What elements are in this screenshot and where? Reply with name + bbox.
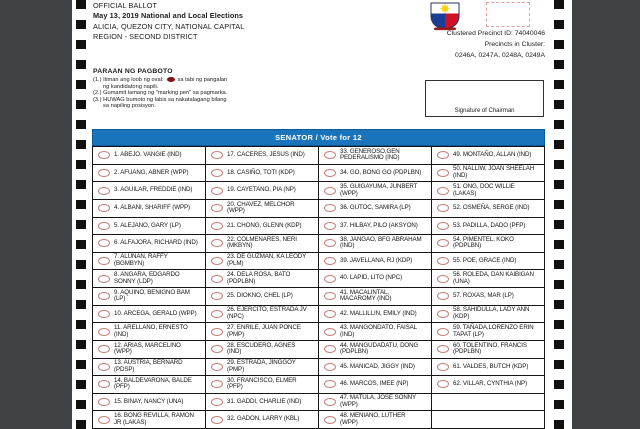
candidate-cell [206, 235, 319, 253]
vote-oval[interactable] [437, 204, 449, 212]
candidate-cell [319, 165, 432, 183]
candidate-cell [432, 218, 545, 236]
empty-cell [432, 394, 545, 412]
timing-mark [76, 120, 86, 129]
candidate-cell [319, 323, 432, 341]
vote-oval[interactable] [98, 416, 110, 424]
candidate-cell [432, 235, 545, 253]
timing-mark [554, 160, 564, 169]
timing-mark [76, 400, 86, 409]
vote-oval[interactable] [437, 239, 449, 247]
vote-oval[interactable] [324, 328, 336, 336]
timing-mark [76, 40, 86, 49]
candidate-label: 20. CHAVEZ, MELCHOR (WPP) [227, 200, 295, 215]
timing-mark [554, 20, 564, 29]
instruction-2: (2.) Gumamit lamang ng "marking pen" sa pagmarka. [93, 90, 228, 97]
filled-oval-example-icon [167, 77, 175, 82]
vote-oval[interactable] [437, 310, 449, 318]
timing-mark [76, 140, 86, 149]
candidate-cell [432, 376, 545, 394]
vote-oval[interactable] [324, 169, 336, 177]
location-line-1: ALICIA, QUEZON CITY, NATIONAL CAPITAL [93, 21, 245, 31]
candidate-cell [319, 147, 432, 165]
vote-oval[interactable] [98, 380, 110, 388]
timing-mark [554, 260, 564, 269]
candidate-cell [432, 147, 545, 165]
candidate-label: 29. ESTRADA, JINGGOY (PMP) [227, 359, 296, 373]
precinct-info [325, 29, 545, 61]
vote-oval[interactable] [211, 187, 223, 195]
location-line-2: REGION - SECOND DISTRICT [93, 32, 198, 42]
timing-mark [554, 400, 564, 409]
candidate-cell [93, 288, 206, 306]
signature-label: Signature of Chairman [454, 108, 515, 114]
vote-oval[interactable] [211, 328, 223, 336]
candidate-label: 31. GADDI, CHARLIE (IND) [227, 397, 302, 405]
candidate-cell [206, 200, 319, 218]
vote-oval[interactable] [324, 310, 336, 318]
candidate-cell [432, 359, 545, 377]
vote-oval[interactable] [437, 380, 449, 388]
candidate-label: 41. MACALINTAL, MACAROMY (IND) [340, 288, 392, 303]
candidate-cell [319, 411, 432, 429]
candidate-label: 56. ROLEDA, DAN KAIBIGAN (UNA) [453, 271, 534, 285]
candidate-label: 17. CACERES, JESUS (IND) [227, 151, 305, 159]
vote-oval[interactable] [324, 345, 336, 353]
candidate-label: 45. MANICAD, JIGGY (IND) [340, 362, 415, 370]
vote-oval[interactable] [211, 222, 223, 230]
instruction-3: (3.) HUWAG bumoto ng labis sa nakatalagang bilang [93, 96, 227, 103]
candidate-cell [93, 235, 206, 253]
candidate-label: 21. CHONG, GLENN (KDP) [227, 221, 302, 229]
candidate-label: 39. JAVELLANA, RJ (KDP) [340, 256, 413, 264]
candidate-label: 43. MANGONDATO, FAISAL (IND) [340, 323, 417, 338]
candidate-cell [432, 288, 545, 306]
candidate-label: 25. DIOKNO, CHEL (LP) [227, 292, 293, 300]
candidate-label: 10. ARCEGA, GERALD (WPP) [114, 309, 197, 317]
vote-oval[interactable] [324, 416, 336, 424]
timing-mark [76, 240, 86, 249]
vote-oval[interactable] [211, 363, 223, 371]
vote-oval[interactable] [98, 363, 110, 371]
vote-oval[interactable] [324, 151, 336, 159]
candidate-label: 7. ALUNAN, RAFFY (BGMBYN) [114, 253, 168, 268]
candidate-label: 57. ROXAS, MAR (LP) [453, 292, 514, 300]
candidate-label: 15. BINAY, NANCY (UNA) [114, 397, 184, 405]
vote-oval[interactable] [324, 380, 336, 388]
vote-oval[interactable] [98, 292, 110, 300]
candidate-cell [206, 218, 319, 236]
vote-oval[interactable] [211, 416, 223, 424]
signature-of-chairman-box [425, 80, 544, 117]
timing-mark [554, 60, 564, 69]
timing-mark [76, 180, 86, 189]
candidate-label: 59. TAÑADA,LORENZO ERIN TAPAT (LP) [453, 323, 534, 338]
vote-oval[interactable] [437, 257, 449, 265]
candidate-label: 32. GADON, LARRY (KBL) [227, 415, 300, 423]
candidate-cell [319, 200, 432, 218]
candidate-label: 12. ARIAS, MARCELINO (WPP) [114, 341, 181, 356]
candidate-cell [432, 165, 545, 183]
vote-oval[interactable] [437, 151, 449, 159]
candidate-cell [93, 147, 206, 165]
timing-mark [554, 100, 564, 109]
candidate-label: 48. MENIANO, LUTHER (WPP) [340, 412, 406, 426]
candidate-label: 36. GUTOC, SAMIRA (LP) [340, 203, 411, 211]
timing-mark [554, 360, 564, 369]
candidate-label: 35. GUIGAYUMA, JUNBERT (WPP) [340, 182, 418, 197]
candidate-cell [319, 394, 432, 412]
candidate-cell [93, 394, 206, 412]
candidate-label: 33. GENEROSO,GEN PEDERALISMO (IND) [340, 147, 400, 162]
precincts-in-cluster-label: Precincts in Cluster: [484, 40, 545, 48]
timing-mark [554, 320, 564, 329]
candidate-cell [206, 288, 319, 306]
vote-oval[interactable] [98, 222, 110, 230]
timing-mark [554, 200, 564, 209]
candidate-cell [319, 182, 432, 200]
candidate-grid [92, 146, 545, 429]
candidate-label: 46. MARCOS, IMEE (NP) [340, 380, 409, 388]
timing-mark [554, 180, 564, 189]
timing-mark [554, 80, 564, 89]
vote-oval[interactable] [324, 187, 336, 195]
candidate-label: 6. ALFAJORA, RICHARD (IND) [114, 239, 198, 247]
timing-mark [76, 0, 86, 9]
timing-mark [554, 280, 564, 289]
candidate-label: 58. SAHIDULLA, LADY ANN (KDP) [453, 306, 530, 320]
vote-oval[interactable] [211, 257, 223, 265]
right-timing-column [554, 0, 564, 429]
candidate-label: 40. LAPID, LITO (NPC) [340, 274, 403, 282]
candidate-cell [206, 376, 319, 394]
candidate-label: 18. CASIÑO, TOTI (KDP) [227, 168, 295, 176]
timing-mark [76, 280, 86, 289]
candidate-label: 4. ALBANI, SHARIFF (WPP) [114, 203, 190, 211]
candidate-label: 27. ENRILE, JUAN PONCE (PMP) [227, 323, 301, 338]
candidate-cell [206, 323, 319, 341]
candidate-label: 44. MANGUDADATU, DONG (PDPLBN) [340, 341, 419, 356]
timing-mark [76, 380, 86, 389]
vote-oval[interactable] [324, 398, 336, 406]
timing-mark [76, 80, 86, 89]
vote-oval[interactable] [211, 398, 223, 406]
candidate-cell [432, 323, 545, 341]
vote-oval[interactable] [324, 257, 336, 265]
vote-oval[interactable] [324, 239, 336, 247]
vote-oval[interactable] [98, 169, 110, 177]
candidate-cell [319, 218, 432, 236]
candidate-label: 22. COLMENARES, NERI (MKBYN) [227, 235, 297, 250]
vote-oval[interactable] [211, 292, 223, 300]
candidate-label: 24. DELA ROSA, BATO (PDPLBN) [227, 271, 291, 285]
candidate-label: 19. CAYETANO, PIA (NP) [227, 186, 296, 194]
timing-mark [554, 420, 564, 429]
candidate-label: 54. PIMENTEL, KOKO (PDPLBN) [453, 235, 514, 250]
voting-instructions [93, 68, 303, 110]
candidate-cell [206, 341, 319, 359]
instruction-1-cont: ng kandidatong napili. [103, 83, 159, 90]
timing-mark [76, 200, 86, 209]
candidate-label: 51. ONG, DOC WILLIE (LAKAS) [453, 182, 515, 197]
vote-oval[interactable] [211, 275, 223, 283]
left-timing-column [76, 0, 86, 429]
candidate-label: 28. ESCUDERO, AGNES (IND) [227, 341, 296, 356]
vote-oval[interactable] [98, 345, 110, 353]
candidate-label: 9. AQUINO, BENIGNO BAM (LP) [114, 288, 190, 303]
vote-oval[interactable] [437, 363, 449, 371]
candidate-label: 49. MONTAÑO, ALLAN (IND) [453, 151, 532, 159]
candidate-label: 52. OSMEÑA, SERGE (IND) [453, 203, 530, 211]
candidate-label: 11. ARELLANO, ERNESTO (IND) [114, 323, 188, 338]
timing-mark [554, 240, 564, 249]
timing-mark [554, 40, 564, 49]
candidate-cell [206, 270, 319, 288]
vote-oval[interactable] [98, 398, 110, 406]
candidate-label: 2. AFUANG, ABNER (WPP) [114, 168, 189, 176]
candidate-cell [93, 376, 206, 394]
candidate-cell [93, 218, 206, 236]
vote-oval[interactable] [437, 345, 449, 353]
timing-mark [76, 220, 86, 229]
candidate-cell [319, 270, 432, 288]
vote-oval[interactable] [437, 292, 449, 300]
timing-mark [76, 320, 86, 329]
candidate-label: 62. VILLAR, CYNTHIA (NP) [453, 380, 527, 388]
clustered-precinct-id: Clustered Precinct ID: 74040046 [446, 30, 545, 37]
candidate-label: 13. AUSTRIA, BERNARD (PDSP) [114, 359, 183, 373]
vote-oval[interactable] [98, 239, 110, 247]
candidate-cell [93, 341, 206, 359]
vote-oval[interactable] [211, 151, 223, 159]
vote-oval[interactable] [211, 310, 223, 318]
candidate-label: 30. FRANCISCO, ELMER (PFP) [227, 376, 297, 391]
instruction-3-cont: sa napiling posisyon. [103, 103, 156, 110]
candidate-label: 42. MALLILLIN, EMILY (IND) [340, 309, 417, 317]
empty-cell [432, 411, 545, 429]
vote-oval[interactable] [98, 187, 110, 195]
timing-mark [76, 260, 86, 269]
candidate-cell [319, 306, 432, 324]
vote-oval[interactable] [324, 204, 336, 212]
vote-oval[interactable] [98, 257, 110, 265]
vote-oval[interactable] [211, 380, 223, 388]
candidate-label: 23. DE GUZMAN, KA LEODY (PLM) [227, 253, 307, 268]
candidate-cell [206, 359, 319, 377]
candidate-label: 53. PADILLA, DADO (PFP) [453, 221, 526, 229]
vote-oval[interactable] [98, 328, 110, 336]
candidate-label: 34. GO, BONG GO (PDPLBN) [340, 168, 422, 176]
candidate-label: 1. ABEJO, VANGIE (IND) [114, 151, 182, 159]
candidate-label: 50. NALLIW, JOAN SHEELAH (IND) [453, 165, 535, 179]
timing-mark [76, 420, 86, 429]
vote-oval[interactable] [211, 239, 223, 247]
timing-mark [554, 0, 564, 9]
candidate-cell [319, 288, 432, 306]
vote-oval[interactable] [324, 363, 336, 371]
candidate-cell [93, 182, 206, 200]
candidate-label: 8. ANGARA, EDGARDO SONNY (LDP) [114, 271, 180, 285]
timing-mark [554, 140, 564, 149]
timing-mark [554, 220, 564, 229]
instruction-1: (1.) Itiman ang loob ng oval: sa tabi ng pangalan [93, 77, 228, 83]
candidate-cell [319, 359, 432, 377]
vote-oval[interactable] [324, 222, 336, 230]
contest-header-bar [92, 129, 545, 146]
timing-mark [76, 160, 86, 169]
candidate-label: 3. AGUILAR, FREDDIE (IND) [114, 186, 193, 194]
timing-mark [76, 20, 86, 29]
candidate-label: 60. TOLENTINO, FRANCIS (PDPLBN) [453, 341, 527, 356]
ballot-paper [72, 0, 572, 429]
candidate-label: 61. VALDES, BUTCH (KDP) [453, 362, 529, 370]
vote-oval[interactable] [98, 204, 110, 212]
vote-oval[interactable] [98, 310, 110, 318]
ballot-title: OFFICIAL BALLOT [93, 1, 158, 10]
ballot-header [93, 1, 363, 43]
candidate-label: 14. BALDEVARONA, BALDE (PFP) [114, 376, 192, 391]
vote-oval[interactable] [98, 151, 110, 159]
candidate-cell [93, 165, 206, 183]
timing-mark [76, 340, 86, 349]
timing-mark [76, 300, 86, 309]
candidate-cell [93, 323, 206, 341]
candidate-cell [206, 182, 319, 200]
election-date: May 13, 2019 National and Local Elections [93, 11, 244, 21]
candidate-cell [93, 253, 206, 271]
vote-oval[interactable] [324, 275, 336, 283]
vote-oval[interactable] [437, 275, 449, 283]
timing-mark [554, 120, 564, 129]
instructions-heading: PARAAN NG PAGBOTO [93, 68, 173, 75]
candidate-cell [93, 359, 206, 377]
candidate-cell [206, 394, 319, 412]
vote-oval[interactable] [437, 169, 449, 177]
candidate-cell [319, 376, 432, 394]
candidate-label: 5. ALEJANO, GARY (LP) [114, 221, 181, 229]
candidate-cell [432, 306, 545, 324]
comelec-seal-icon [428, 1, 462, 31]
candidate-cell [319, 341, 432, 359]
candidate-label: 38. JANGAO, BFG ABRAHAM (IND) [340, 235, 422, 250]
candidate-cell [432, 253, 545, 271]
candidate-label: 16. BONG REVILLA, RAMON JR (LAKAS) [114, 412, 194, 426]
ballot-stub-box [486, 2, 530, 27]
candidate-cell [206, 147, 319, 165]
vote-oval[interactable] [437, 328, 449, 336]
timing-mark [554, 340, 564, 349]
candidate-cell [432, 341, 545, 359]
vote-oval[interactable] [437, 222, 449, 230]
timing-mark [554, 300, 564, 309]
vote-oval[interactable] [98, 275, 110, 283]
vote-oval[interactable] [211, 169, 223, 177]
candidate-cell [206, 411, 319, 429]
candidate-cell [93, 270, 206, 288]
candidate-cell [93, 411, 206, 429]
candidate-cell [319, 235, 432, 253]
candidate-cell [206, 253, 319, 271]
candidate-cell [93, 200, 206, 218]
candidate-label: 47. MATULA, JOSE SONNY (WPP) [340, 394, 416, 409]
vote-oval[interactable] [211, 345, 223, 353]
vote-oval[interactable] [437, 187, 449, 195]
timing-mark [76, 360, 86, 369]
timing-mark [554, 380, 564, 389]
candidate-label: 26. EJERCITO, ESTRADA JV (NPC) [227, 306, 307, 320]
vote-oval[interactable] [211, 204, 223, 212]
candidate-label: 37. HILBAY, PILO (AKSYON) [340, 221, 418, 229]
candidate-cell [206, 165, 319, 183]
candidate-cell [319, 253, 432, 271]
timing-mark [76, 100, 86, 109]
timing-mark [76, 60, 86, 69]
vote-oval[interactable] [324, 292, 336, 300]
candidate-cell [432, 200, 545, 218]
contest-title: SENATOR / Vote for 12 [275, 133, 362, 142]
candidate-cell [432, 270, 545, 288]
candidate-cell [432, 182, 545, 200]
precincts-list: 0246A, 0247A, 0248A, 0249A [455, 51, 545, 59]
candidate-cell [206, 306, 319, 324]
candidate-cell [93, 306, 206, 324]
candidate-label: 55. POE, GRACE (IND) [453, 256, 517, 264]
